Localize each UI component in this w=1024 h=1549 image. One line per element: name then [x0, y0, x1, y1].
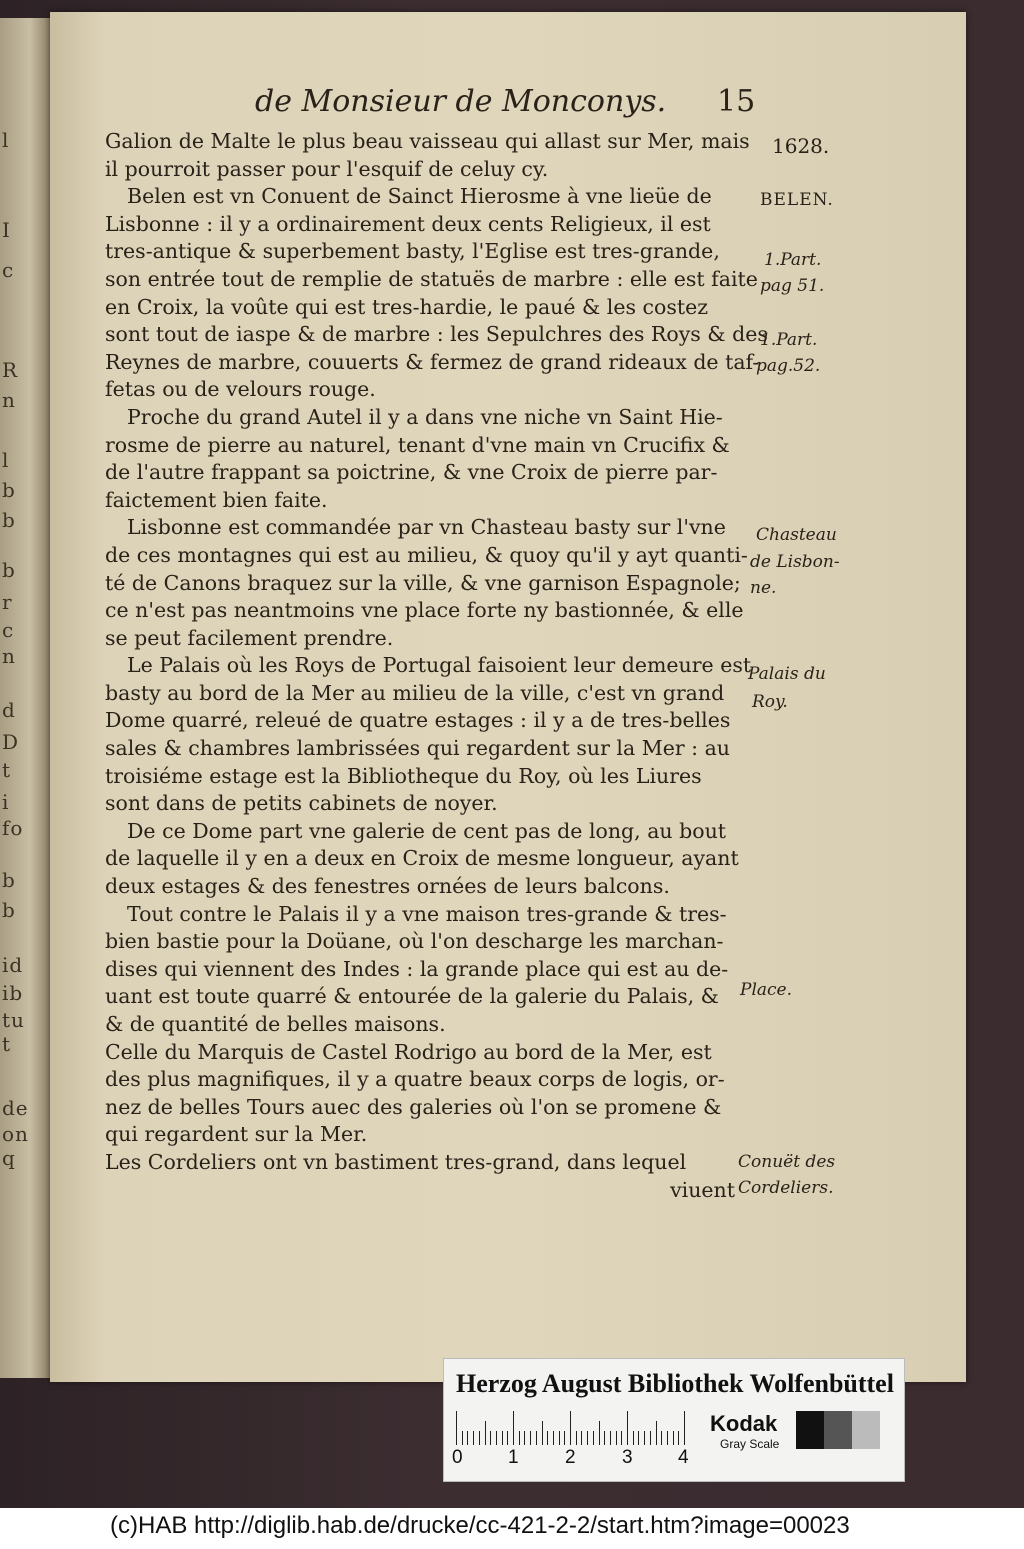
- text-line: nez de belles Tours auec des galeries où l'on se promene &: [105, 1094, 722, 1119]
- text-line: Reynes de marbre, couuerts & fermez de grand rideaux de taf-: [105, 349, 760, 374]
- text-line: té de Canons braquez sur la ville, & vne garnison Espagnole;: [105, 570, 741, 595]
- facing-page-edge: [0, 18, 50, 1378]
- ruler-tick: [513, 1411, 514, 1445]
- ruler-tick: [456, 1411, 457, 1445]
- facing-page-fragment: d: [2, 698, 16, 722]
- facing-page-fragment: b: [2, 558, 16, 582]
- ruler-tick: [462, 1431, 463, 1445]
- margin-year: 1628.: [772, 134, 830, 158]
- ruler-tick: [684, 1411, 685, 1445]
- facing-page-fragment: n: [2, 644, 16, 668]
- margin-note-palais: Palais du: [748, 664, 826, 684]
- margin-note-lisbonne-end: ne.: [750, 578, 777, 598]
- facing-page-fragment: t: [2, 758, 12, 782]
- ruler-tick: [638, 1431, 639, 1445]
- ruler-tick: [627, 1411, 628, 1445]
- ruler-tick: [673, 1431, 674, 1445]
- gray-swatch-dark: [824, 1411, 852, 1449]
- scale-ruler: [456, 1411, 696, 1445]
- ruler-tick: [502, 1431, 503, 1445]
- ruler-tick: [656, 1421, 657, 1445]
- margin-note-cordeliers: Cordeliers.: [738, 1178, 834, 1198]
- page-number: 15: [717, 84, 756, 119]
- ruler-tick: [519, 1431, 520, 1445]
- ruler-tick: [547, 1431, 548, 1445]
- text-line: sont tout de iaspe & de marbre : les Sepulchres des Roys & des: [105, 322, 768, 347]
- text-line: rosme de pierre au naturel, tenant d'vne main vn Crucifix &: [105, 432, 730, 457]
- facing-page-fragment: I: [2, 218, 11, 242]
- ruler-tick: [564, 1431, 565, 1445]
- running-title: de Monsieur de Monconys.: [255, 84, 667, 119]
- ruler-tick: [581, 1431, 582, 1445]
- text-line: De ce Dome part vne galerie de cent pas de long, au bout: [127, 818, 727, 843]
- text-line: uant est toute quarré & entourée de la galerie du Palais, &: [105, 984, 719, 1009]
- page-body-text: [105, 128, 768, 1204]
- text-line: Celle du Marquis de Castel Rodrigo au bord de la Mer, est: [105, 1039, 712, 1064]
- facing-page-fragment: b: [2, 898, 16, 922]
- facing-page-fragment: de: [2, 1096, 29, 1120]
- ruler-tick: [542, 1421, 543, 1445]
- gray-swatch-black: [796, 1411, 824, 1449]
- text-line: Dome quarré, releué de quatre estages : il y a de tres-belles: [105, 708, 731, 733]
- margin-note-page: pag 51.: [760, 276, 825, 296]
- ruler-tick: [467, 1431, 468, 1445]
- text-line: bien bastie pour la Doüane, où l'on descharge les marchan-: [105, 929, 724, 954]
- text-line: des plus magnifiques, il y a quatre beaux corps de logis, or-: [105, 1067, 725, 1092]
- ruler-tick: [599, 1421, 600, 1445]
- facing-page-fragment: ib: [2, 981, 24, 1005]
- source-url: (c)HAB http://diglib.hab.de/drucke/cc-421-2-2/start.htm?image=00023: [110, 1512, 850, 1539]
- gray-scale-label: Gray Scale: [720, 1437, 780, 1451]
- ruler-tick: [621, 1431, 622, 1445]
- text-line: dises qui viennent des Indes : la grande place qui est au de-: [105, 956, 729, 981]
- library-color-card: [443, 1358, 905, 1482]
- facing-page-fragment: r: [2, 590, 13, 614]
- margin-note-lisbonne: de Lisbon-: [750, 552, 840, 572]
- margin-note-chasteau: Chasteau: [756, 525, 837, 545]
- text-line: Les Cordeliers ont vn bastiment tres-grand, dans lequel: [105, 1149, 687, 1174]
- ruler-number: 0: [452, 1447, 463, 1468]
- facing-page-fragment: c: [2, 258, 15, 282]
- ruler-tick: [536, 1431, 537, 1445]
- text-line: de ces montagnes qui est au milieu, & quoy qu'il y ayt quanti-: [105, 542, 748, 567]
- ruler-number: 4: [678, 1447, 689, 1468]
- running-header: [255, 84, 815, 124]
- margin-note-page: pag.52.: [756, 356, 821, 376]
- facing-page-fragment: n: [2, 388, 16, 412]
- text-line: Belen est vn Conuent de Sainct Hierosme à vne lieüe de: [127, 184, 712, 209]
- text-line: qui regardent sur la Mer.: [105, 1122, 368, 1147]
- text-line: basty au bord de la Mer au milieu de la ville, c'est vn grand: [105, 680, 725, 705]
- ruler-tick: [530, 1431, 531, 1445]
- facing-page-fragment: b: [2, 868, 16, 892]
- text-line: tres-antique & superbement basty, l'Eglise est tres-grande,: [105, 239, 720, 264]
- text-line: en Croix, la voûte qui est tres-hardie, le paué & les costez: [105, 294, 709, 319]
- text-line: Lisbonne est commandée par vn Chasteau basty sur l'vne: [127, 515, 726, 540]
- facing-page-fragment: b: [2, 508, 16, 532]
- ruler-tick: [616, 1431, 617, 1445]
- ruler-tick: [559, 1431, 560, 1445]
- ruler-tick: [553, 1431, 554, 1445]
- margin-note-roy: Roy.: [752, 692, 788, 712]
- ruler-tick: [473, 1431, 474, 1445]
- text-line: son entrée tout de remplie de statuës de marbre : elle est faite: [105, 266, 758, 291]
- gray-swatch-light: [852, 1411, 880, 1449]
- facing-page-fragment: id: [2, 953, 24, 977]
- facing-page-fragment: fo: [2, 816, 24, 840]
- facing-page-fragment: on: [2, 1122, 29, 1146]
- ruler-tick: [570, 1411, 571, 1445]
- margin-note-part: 1.Part.: [760, 330, 818, 350]
- margin-note-place: Place.: [740, 980, 792, 1000]
- facing-page-fragment: c: [2, 618, 15, 642]
- ruler-tick: [610, 1431, 611, 1445]
- ruler-tick: [633, 1431, 634, 1445]
- ruler-tick: [678, 1431, 679, 1445]
- ruler-tick: [604, 1431, 605, 1445]
- facing-page-fragment: R: [2, 358, 19, 382]
- ruler-tick: [667, 1431, 668, 1445]
- margin-note-part: 1.Part.: [764, 250, 822, 270]
- text-line: se peut facilement prendre.: [105, 625, 394, 650]
- ruler-tick: [507, 1431, 508, 1445]
- facing-page-fragment: q: [2, 1146, 16, 1170]
- ruler-tick: [524, 1431, 525, 1445]
- ruler-tick: [593, 1431, 594, 1445]
- text-line: fetas ou de velours rouge.: [105, 377, 376, 402]
- ruler-tick: [587, 1431, 588, 1445]
- ruler-tick: [479, 1431, 480, 1445]
- text-line: deux estages & des fenestres ornées de leurs balcons.: [105, 874, 670, 899]
- text-line: sont dans de petits cabinets de noyer.: [105, 791, 498, 816]
- text-line: Tout contre le Palais il y a vne maison tres-grande & tres-: [127, 901, 727, 926]
- ruler-number: 3: [622, 1447, 633, 1468]
- ruler-tick: [485, 1421, 486, 1445]
- text-line: sales & chambres lambrissées qui regardent sur la Mer : au: [105, 736, 731, 761]
- ruler-tick: [496, 1431, 497, 1445]
- facing-page-fragment: tu: [2, 1008, 25, 1032]
- ruler-tick: [661, 1431, 662, 1445]
- catchword: viuent: [670, 1177, 735, 1202]
- text-line: de l'autre frappant sa poictrine, & vne Croix de pierre par-: [105, 460, 718, 485]
- facing-page-fragment: l: [2, 128, 10, 152]
- facing-page-fragment: b: [2, 478, 16, 502]
- text-line: Le Palais où les Roys de Portugal faisoient leur demeure est: [127, 653, 752, 678]
- ruler-tick: [490, 1431, 491, 1445]
- footer-bar: [0, 1508, 1024, 1549]
- facing-page-fragment: l: [2, 448, 10, 472]
- margin-note-belen: BELEN.: [760, 190, 834, 210]
- margin-note-conuent: Conuët des: [738, 1152, 836, 1172]
- text-line: faictement bien faite.: [105, 487, 328, 512]
- text-line: il pourroit passer pour l'esquif de celuy cy.: [105, 156, 549, 181]
- text-line: Galion de Malte le plus beau vaisseau qui allast sur Mer, mais: [105, 129, 750, 153]
- text-line: Proche du grand Autel il y a dans vne niche vn Saint Hie-: [127, 404, 723, 429]
- ruler-number: 2: [565, 1447, 576, 1468]
- text-line: Lisbonne : il y a ordinairement deux cents Religieux, il est: [105, 211, 711, 236]
- facing-page-fragment: t: [2, 1032, 12, 1056]
- kodak-logo: Kodak: [710, 1411, 778, 1436]
- text-line: de laquelle il y en a deux en Croix de mesme longueur, ayant: [105, 846, 739, 871]
- text-line: ce n'est pas neantmoins vne place forte ny bastionnée, & elle: [105, 598, 744, 623]
- text-line: troisiéme estage est la Bibliotheque du Roy, où les Liures: [105, 763, 702, 788]
- ruler-number: 1: [508, 1447, 519, 1468]
- ruler-tick: [576, 1431, 577, 1445]
- facing-page-fragment: D: [2, 730, 20, 754]
- facing-page-fragment: i: [2, 790, 10, 814]
- ruler-tick: [650, 1431, 651, 1445]
- ruler-tick: [644, 1431, 645, 1445]
- library-name: Herzog August Bibliothek Wolfenbüttel: [456, 1369, 894, 1398]
- text-line: & de quantité de belles maisons.: [105, 1012, 446, 1036]
